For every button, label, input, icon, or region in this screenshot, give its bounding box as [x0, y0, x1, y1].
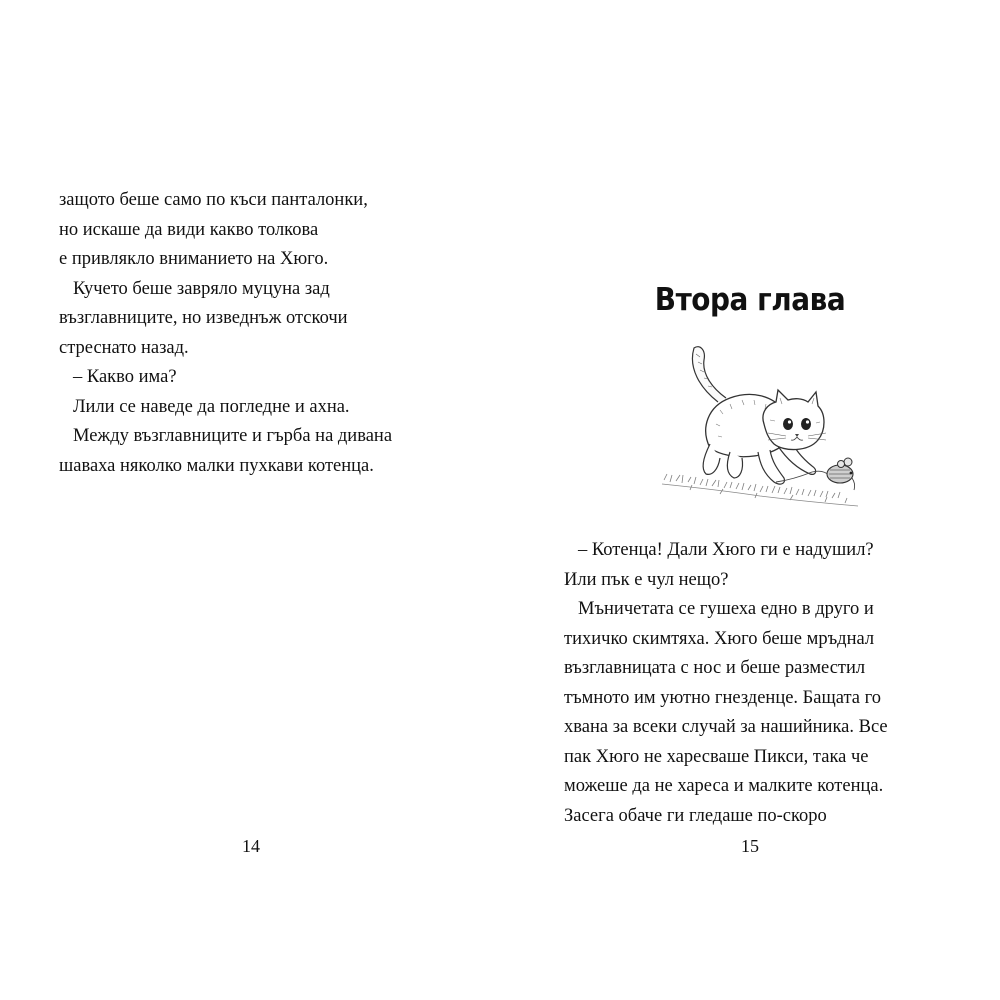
text-line: Кучето беше завряло муцуна зад	[73, 278, 330, 299]
left-page-text	[59, 186, 392, 481]
kitten-with-toy-mouse-illustration-icon	[660, 340, 860, 520]
text-line: тъмното им уютно гнезденце. Бащата го	[564, 687, 882, 708]
chapter-title: Втора глава	[654, 282, 846, 318]
text-line: Засега обаче ги гледаше по-скоро	[564, 805, 827, 826]
text-line: можеше да не хареса и малките котенца.	[564, 776, 884, 796]
right-page	[500, 0, 1000, 1000]
text-line: възглавниците, но изведнъж отскочи	[59, 308, 348, 328]
text-line: Или пък е чул нещо?	[564, 569, 729, 590]
text-line: възглавницата с нос и беше разместил	[564, 658, 866, 678]
page-number: 14	[242, 836, 260, 856]
text-line: но искаше да види какво толкова	[59, 219, 319, 240]
text-line: защото беше само по къси панталонки,	[59, 190, 368, 210]
text-line: тихичко скимтяха. Хюго беше мръднал	[564, 628, 875, 649]
text-line: шаваха няколко малки пухкави котенца.	[59, 455, 374, 476]
text-line: Мъничетата се гушеха едно в друго и	[578, 599, 874, 619]
right-page-text	[564, 536, 888, 831]
text-line: стреснато назад.	[59, 337, 189, 358]
page-number: 15	[741, 836, 759, 856]
text-line: е привлякло вниманието на Хюго.	[59, 249, 329, 269]
text-line: – Какво има?	[73, 367, 177, 387]
text-line: – Котенца! Дали Хюго ги е надушил?	[578, 540, 874, 560]
text-line: Лили се наведе да погледне и ахна.	[73, 396, 350, 417]
text-line: Между възглавниците и гърба на дивана	[73, 426, 393, 446]
text-line: хвана за всеки случай за нашийника. Все	[564, 717, 888, 737]
text-line: пак Хюго не харесваше Пикси, така че	[564, 746, 869, 767]
